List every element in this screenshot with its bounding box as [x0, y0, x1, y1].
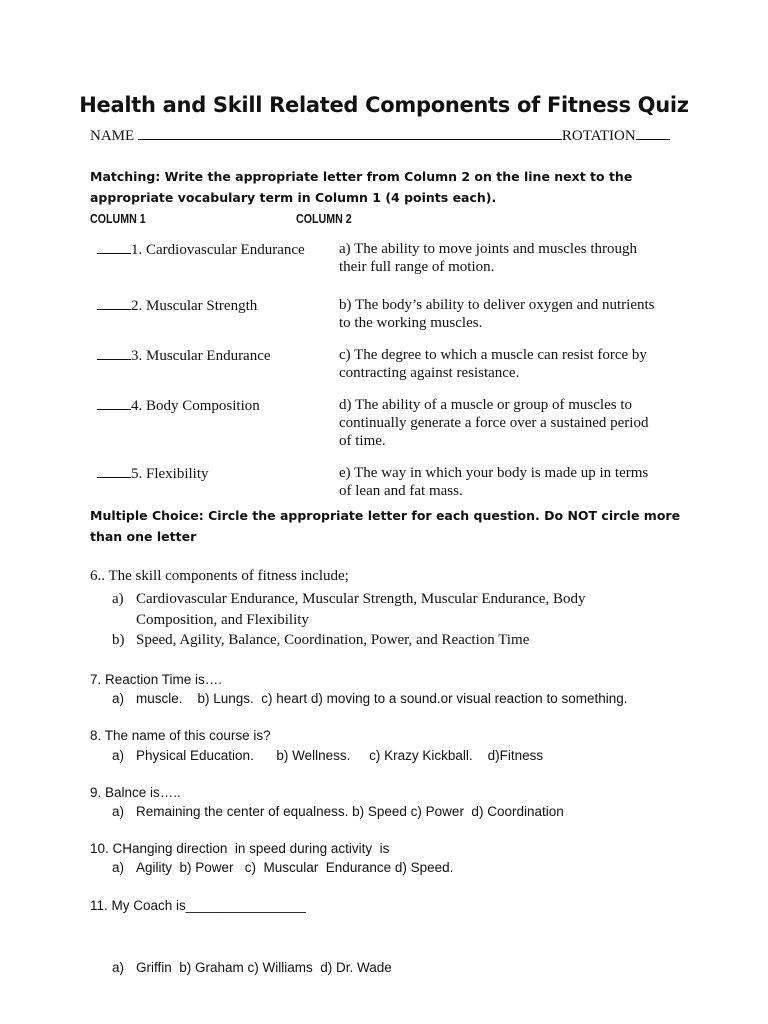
option-text: muscle. b) Lungs. c) heart d) moving to a sound.or visual reaction to something. [136, 691, 628, 706]
option-letter[interactable]: a) [112, 691, 125, 706]
option-text: Speed, Agility, Balance, Coordination, Power, and Reaction Time [136, 632, 530, 648]
matching-term-3 [97, 346, 271, 365]
option-letter[interactable]: b) [112, 632, 125, 648]
question-10: 10. CHanging direction in speed during activity is [90, 841, 390, 856]
option-letter[interactable]: a) [112, 804, 125, 819]
matching-instructions: Matching: Write the appropriate letter from Column 2 on the line next to the appropriate vocabulary term in Column 1 (4 points each). [90, 169, 633, 205]
q11-options [112, 960, 392, 975]
question-11: 11. My Coach is________________ [90, 898, 306, 913]
name-label: NAME [90, 128, 135, 144]
question-7: 7. Reaction Time is…. [90, 672, 223, 687]
option-text: Agility b) Power c) Muscular Endurance d) Speed. [136, 860, 454, 875]
term-label: 3. Muscular Endurance [131, 348, 271, 364]
matching-term-1 [97, 240, 305, 259]
question-6: 6.. The skill components of fitness include; [90, 568, 349, 584]
option-letter[interactable]: a) [112, 748, 125, 763]
q6-option-b [112, 630, 529, 651]
q8-options [112, 748, 543, 763]
option-text: Griffin b) Graham c) Williams d) Dr. Wade [136, 960, 392, 975]
answer-blank[interactable] [97, 396, 131, 410]
rotation-blank[interactable] [636, 126, 670, 140]
option-letter[interactable]: a) [112, 860, 125, 875]
rotation-label: ROTATION [561, 128, 636, 144]
option-letter[interactable]: a) [112, 960, 125, 975]
answer-blank[interactable] [97, 296, 131, 310]
column2-header: COLUMN 2 [296, 211, 352, 226]
answer-blank[interactable] [97, 464, 131, 478]
option-text: Remaining the center of equalness. b) Speed c) Power d) Coordination [136, 804, 564, 819]
name-blank[interactable] [138, 126, 562, 140]
term-label: 4. Body Composition [131, 398, 260, 414]
matching-definition-b: b) The body’s ability to deliver oxygen and nutrients to the working muscles. [339, 297, 655, 331]
q9-options [112, 804, 564, 819]
quiz-title: Health and Skill Related Components of Fitness Quiz [79, 93, 689, 117]
name-field[interactable] [90, 126, 670, 145]
mc-instructions: Multiple Choice: Circle the appropriate letter for each question. Do NOT circle more than one letter [90, 508, 681, 544]
matching-definition-d: d) The ability of a muscle or group of muscles to continually generate a force over a sustained period of time. [339, 397, 649, 449]
q10-options [112, 860, 453, 875]
matching-term-2 [97, 296, 257, 315]
option-text: Physical Education. b) Wellness. c) Krazy Kickball. d)Fitness [136, 748, 544, 763]
column1-header: COLUMN 1 [90, 211, 146, 226]
matching-term-5 [97, 464, 209, 483]
matching-term-4 [97, 396, 260, 415]
answer-blank[interactable] [97, 346, 131, 360]
matching-definition-c: c) The degree to which a muscle can resist force by contracting against resistance. [339, 347, 647, 381]
question-9: 9. Balnce is….. [90, 785, 181, 800]
q6-option-a [112, 589, 657, 631]
term-label: 1. Cardiovascular Endurance [131, 242, 305, 258]
q7-options [112, 691, 628, 706]
answer-blank[interactable] [97, 240, 131, 254]
option-letter[interactable]: a) [112, 591, 124, 607]
term-label: 5. Flexibility [131, 466, 209, 482]
term-label: 2. Muscular Strength [131, 298, 258, 314]
matching-definition-a: a) The ability to move joints and muscles through their full range of motion. [339, 241, 638, 275]
matching-definition-e: e) The way in which your body is made up in terms of lean and fat mass. [339, 465, 649, 499]
option-text: Cardiovascular Endurance, Muscular Strength, Muscular Endurance, Body Composition, and Flexibility [136, 591, 586, 628]
question-8: 8. The name of this course is? [90, 728, 271, 743]
